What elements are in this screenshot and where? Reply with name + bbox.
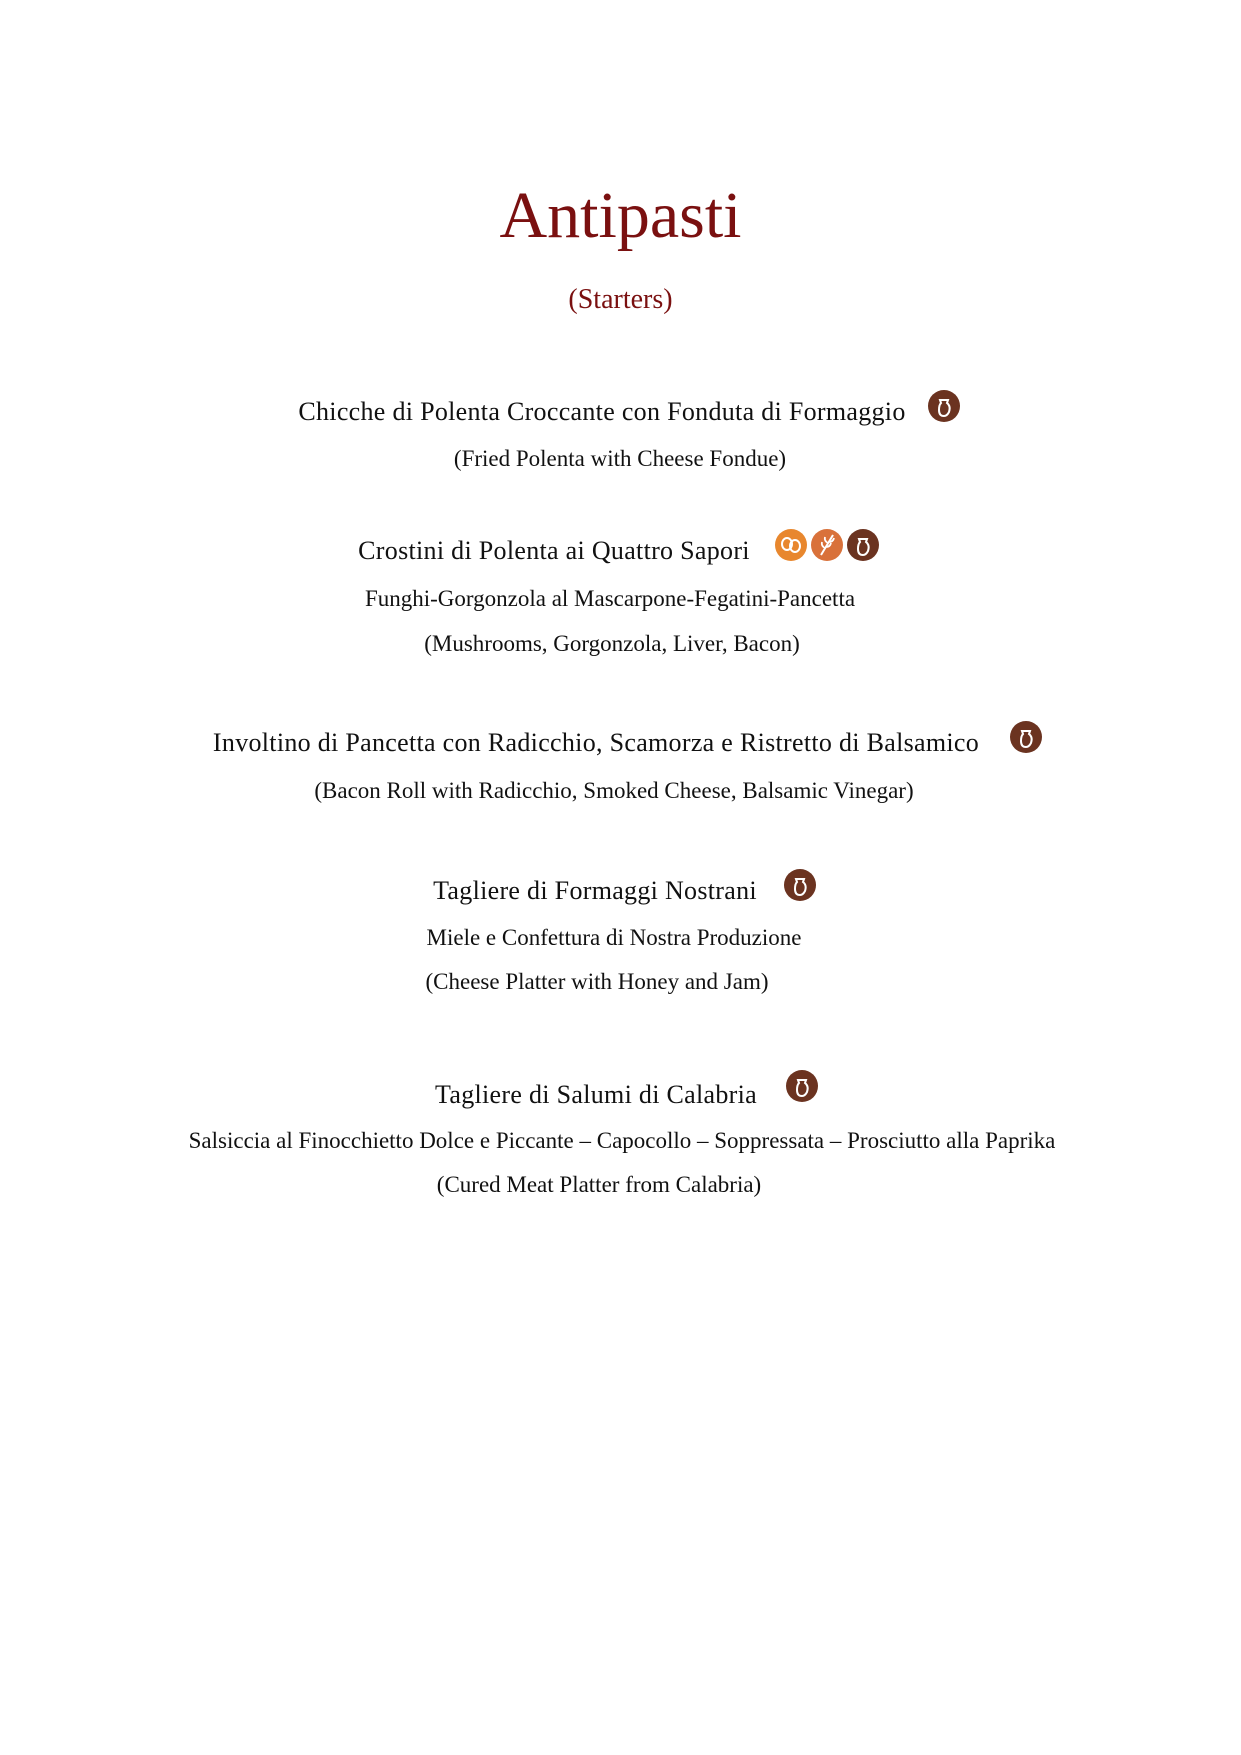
menu-item-name: Crostini di Polenta ai Quattro Sapori xyxy=(358,536,750,565)
milk-jug-icon xyxy=(847,529,879,561)
menu-item-english: (Fried Polenta with Cheese Fondue) xyxy=(453,446,787,471)
wheat-icon xyxy=(811,529,843,561)
menu-item-name: Tagliere di Salumi di Calabria xyxy=(435,1080,757,1109)
milk-jug-icon xyxy=(928,390,960,422)
egg-icon xyxy=(775,529,807,561)
page-subtitle: (Starters) xyxy=(568,284,673,315)
milk-jug-icon xyxy=(1010,721,1042,753)
menu-item-name: Involtino di Pancetta con Radicchio, Scamorza e Ristretto di Balsamico xyxy=(212,728,980,757)
menu-item-description: Salsiccia al Finocchietto Dolce e Piccante – Capocollo – Soppressata – Prosciutto alla Paprika xyxy=(188,1128,1056,1153)
menu-item-english: (Bacon Roll with Radicchio, Smoked Cheese, Balsamic Vinegar) xyxy=(314,778,914,803)
milk-jug-icon xyxy=(784,869,816,901)
menu-item-description: Miele e Confettura di Nostra Produzione xyxy=(426,925,802,950)
menu-item-english: (Cured Meat Platter from Calabria) xyxy=(436,1172,762,1197)
menu-item-name: Chicche di Polenta Croccante con Fonduta di Formaggio xyxy=(298,397,906,426)
menu-item-description: Funghi-Gorgonzola al Mascarpone-Fegatini-Pancetta xyxy=(364,586,856,611)
page-title: Antipasti xyxy=(499,179,742,252)
menu-item-english: (Mushrooms, Gorgonzola, Liver, Bacon) xyxy=(424,631,800,656)
menu-item-name: Tagliere di Formaggi Nostrani xyxy=(433,876,757,905)
menu-item-english: (Cheese Platter with Honey and Jam) xyxy=(425,969,769,994)
milk-jug-icon xyxy=(786,1070,818,1102)
